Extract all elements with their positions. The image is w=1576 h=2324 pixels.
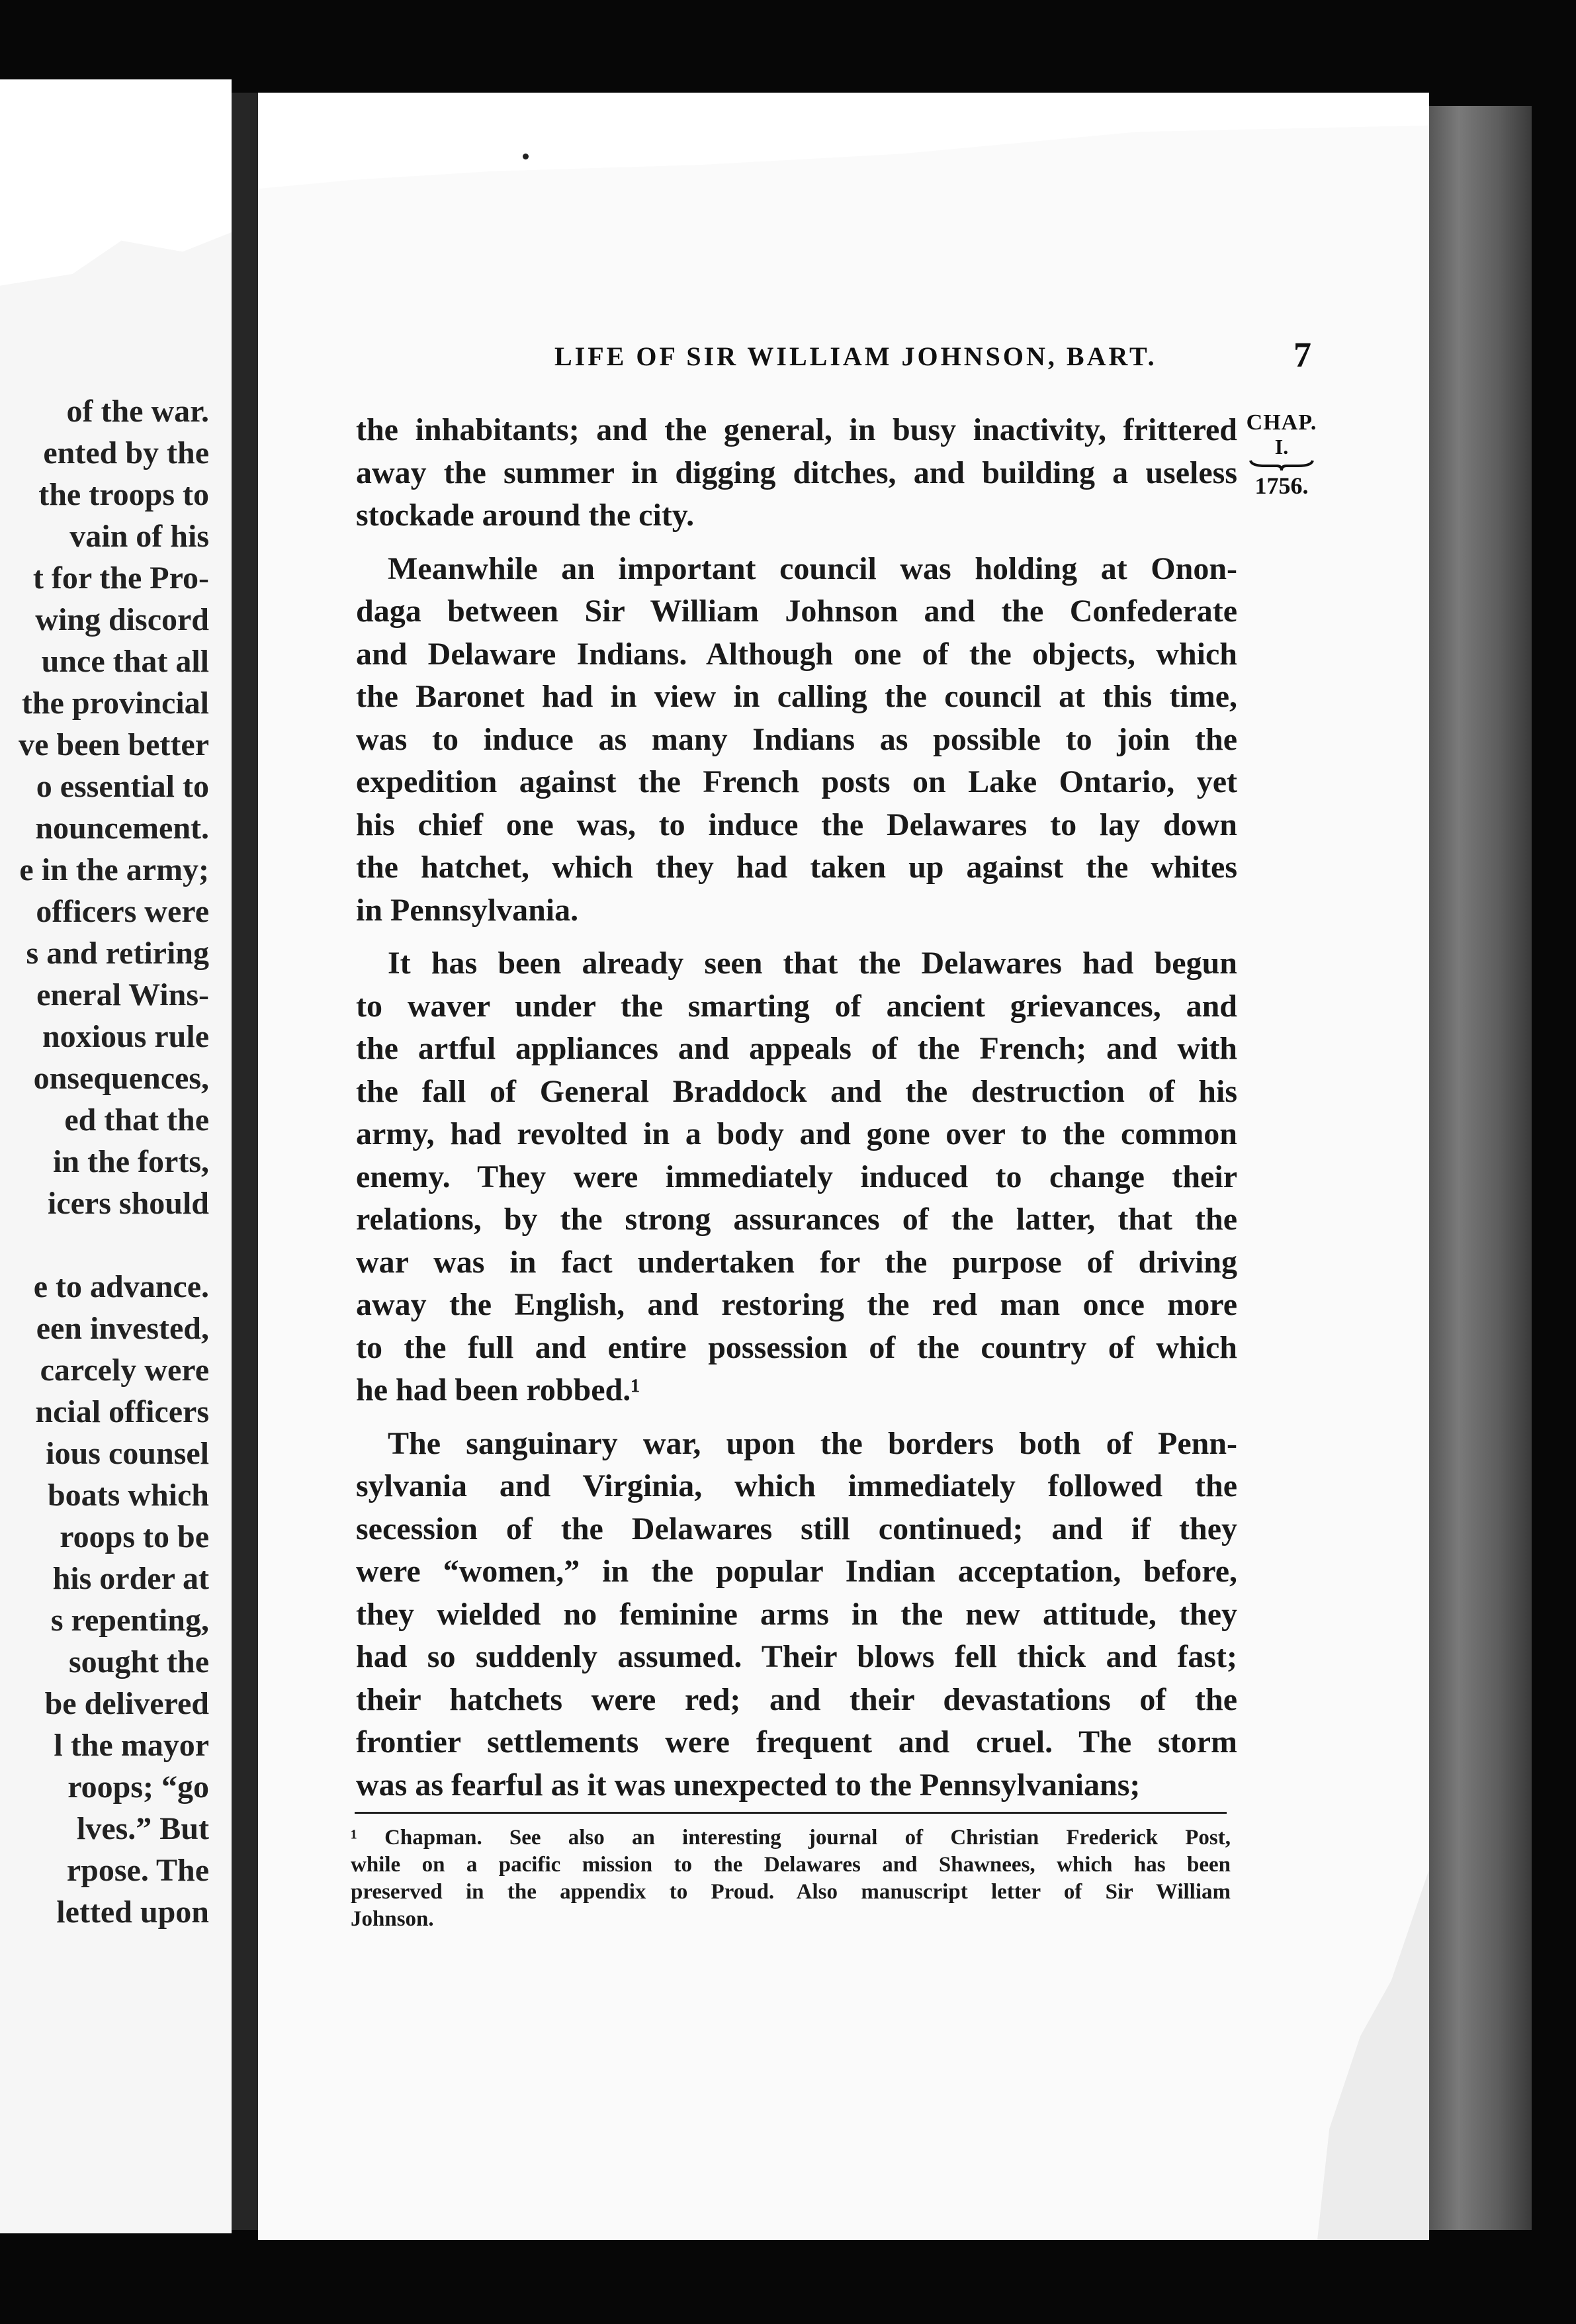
page-edge xyxy=(1419,106,1532,2230)
body-text xyxy=(356,409,1237,1807)
ink-speck xyxy=(523,154,529,159)
body-line: It has been already seen that the Delawares had begun xyxy=(388,946,1237,981)
paragraph-gap xyxy=(356,1412,1237,1423)
footnote-line: preserved in the appendix to Proud. Also manuscript letter of Sir William xyxy=(351,1880,1231,1904)
body-line: enemy. They were immediately induced to change their xyxy=(356,1159,1237,1194)
left-page-line: sought the xyxy=(68,1644,209,1679)
left-page-line: letted upon xyxy=(56,1895,209,1930)
left-page-line: be delivered xyxy=(44,1686,209,1721)
left-page-line: ve been better xyxy=(19,727,209,762)
left-page-line: his order at xyxy=(52,1561,209,1596)
body-line: the fall of General Braddock and the destruction of his xyxy=(356,1073,1237,1109)
body-line: and Delaware Indians. Although one of the objects, which xyxy=(356,636,1237,672)
body-line: to the full and entire possession of the country of which xyxy=(356,1329,1237,1365)
body-line: daga between Sir William Johnson and the Confederate xyxy=(356,594,1237,629)
paragraph-gap xyxy=(356,932,1237,942)
footnote-rule xyxy=(355,1812,1227,1814)
margin-chap-number: I. xyxy=(1274,435,1289,459)
body-line: they wielded no feminine arms in the new attitude, they xyxy=(356,1596,1237,1632)
left-page-line: een invested, xyxy=(36,1311,209,1346)
footnote xyxy=(351,1824,1231,1933)
brace-icon xyxy=(1245,458,1318,472)
left-page-line: s and retiring xyxy=(26,936,209,971)
footnote-line: Johnson. xyxy=(351,1907,434,1931)
left-page-line: ncial officers xyxy=(35,1394,209,1429)
left-page-line: rpose. The xyxy=(66,1853,209,1888)
left-page-line: in the forts, xyxy=(53,1144,209,1179)
body-line: their hatchets were red; and their devastations of the xyxy=(356,1681,1237,1717)
body-line: relations, by the strong assurances of the latter, that the xyxy=(356,1202,1237,1237)
left-page-line: the provincial xyxy=(21,686,209,721)
left-page-line: carcely were xyxy=(40,1353,209,1388)
body-line: was to induce as many Indians as possible to join the xyxy=(356,721,1237,757)
left-page-line: vain of his xyxy=(69,519,209,554)
left-page-line: roops to be xyxy=(60,1519,209,1554)
footnote-line: while on a pacific mission to the Delawares and Shawnees, which has been xyxy=(351,1853,1231,1877)
left-page-line xyxy=(19,1224,209,1266)
body-line: The sanguinary war, upon the borders both of Penn- xyxy=(388,1425,1237,1461)
edge-stain xyxy=(1257,1869,1429,2240)
left-page-line: e in the army; xyxy=(19,852,209,887)
left-page-text xyxy=(19,390,209,1933)
left-page-line: onsequences, xyxy=(33,1061,209,1096)
body-line: had so suddenly assumed. Their blows fell thick and fast; xyxy=(356,1639,1237,1674)
body-line: the inhabitants; and the general, in busy inactivity, frittered xyxy=(356,412,1237,447)
body-line: away the English, and restoring the red man once more xyxy=(356,1287,1237,1322)
body-line: was as fearful as it was unexpected to the Pennsylvanians; xyxy=(356,1767,1141,1803)
left-page-line: l the mayor xyxy=(54,1728,209,1763)
body-line: secession of the Delawares still continued; and if they xyxy=(356,1511,1237,1546)
body-line: in Pennsylvania. xyxy=(356,892,579,928)
left-page-line: e to advance. xyxy=(33,1269,209,1304)
paragraph-gap xyxy=(356,537,1237,548)
body-line: frontier settlements were frequent and cruel. The storm xyxy=(356,1724,1237,1760)
margin-note xyxy=(1245,410,1318,499)
body-line: the hatchet, which they had taken up against the whites xyxy=(356,850,1237,885)
body-line: were “women,” in the popular Indian acceptation, before, xyxy=(356,1554,1237,1589)
footnote-line: ¹ Chapman. See also an interesting journal of Christian Frederick Post, xyxy=(351,1826,1231,1850)
body-line: he had been robbed.¹ xyxy=(356,1372,640,1408)
left-page-line: unce that all xyxy=(41,644,209,679)
body-line: his chief one was, to induce the Delawares to lay down xyxy=(356,807,1237,842)
running-head: LIFE OF SIR WILLIAM JOHNSON, BART. xyxy=(554,341,1157,371)
margin-year: 1756. xyxy=(1254,472,1309,499)
margin-chap: CHAP. xyxy=(1246,410,1317,435)
water-stain xyxy=(0,79,232,357)
body-line: expedition against the French posts on Lake Ontario, yet xyxy=(356,764,1237,799)
left-page-line: nouncement. xyxy=(35,811,209,846)
left-page-line: s repenting, xyxy=(50,1603,209,1638)
left-page-line: ed that the xyxy=(64,1102,209,1138)
body-line: the Baronet had in view in calling the council at this time, xyxy=(356,679,1237,714)
left-page-line: t for the Pro- xyxy=(32,560,209,596)
left-page-line: eneral Wins- xyxy=(36,977,209,1012)
left-page-line: roops; “go xyxy=(67,1769,209,1805)
body-line: Meanwhile an important council was holding at Onon- xyxy=(388,551,1237,586)
left-page-line: the troops to xyxy=(38,477,209,512)
body-line: sylvania and Virginia, which immediately followed the xyxy=(356,1468,1237,1503)
water-stain xyxy=(258,93,1429,311)
left-page-line: officers were xyxy=(36,894,209,929)
body-line: away the summer in digging ditches, and building a useless xyxy=(356,455,1237,490)
left-page xyxy=(0,79,232,2233)
body-line: stockade around the city. xyxy=(356,498,695,533)
left-page-line: o essential to xyxy=(36,769,209,804)
left-page-line: icers should xyxy=(47,1186,209,1221)
page-number: 7 xyxy=(1293,335,1311,375)
left-page-line: noxious rule xyxy=(42,1019,209,1054)
left-page-line: wing discord xyxy=(35,602,209,637)
left-page-line: ented by the xyxy=(43,435,209,470)
body-line: the artful appliances and appeals of the French; and with xyxy=(356,1031,1237,1066)
left-page-line: boats which xyxy=(47,1478,209,1513)
left-page-line: lves.” But xyxy=(76,1811,209,1846)
body-line: to waver under the smarting of ancient grievances, and xyxy=(356,988,1237,1024)
body-line: army, had revolted in a body and gone over to the common xyxy=(356,1116,1237,1151)
body-line: war was in fact undertaken for the purpose of driving xyxy=(356,1244,1237,1280)
left-page-line: of the war. xyxy=(66,394,209,429)
left-page-line: ious counsel xyxy=(46,1436,209,1471)
